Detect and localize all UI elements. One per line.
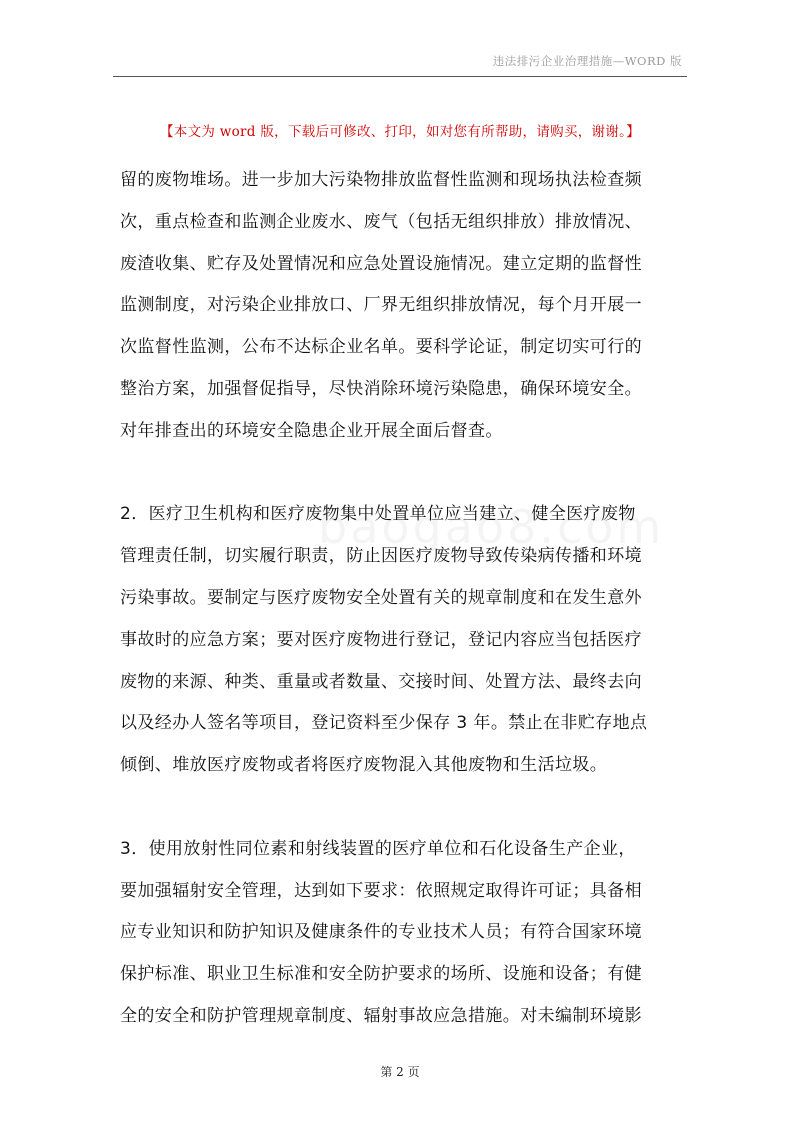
text-line: 整治方案，加强督促指导，尽快消除环境污染隐患，确保环境安全。: [120, 378, 642, 399]
text-line: 废物的来源、种类、重量或者数量、交接时间、处置方法、最终去向: [120, 671, 642, 692]
text-line: 要加强辐射安全管理，达到如下要求：依照规定取得许可证；具备相: [120, 880, 642, 901]
text-line: 保护标准、职业卫生标准和安全防护要求的场所、设施和设备；有健: [120, 964, 642, 985]
text-line: 污染事故。要制定与医疗废物安全处置有关的规章制度和在发生意外: [120, 587, 642, 608]
paragraph-spacer: [120, 787, 690, 829]
paragraph-spacer: [120, 453, 690, 495]
text-line: 次监督性监测，公布不达标企业名单。要科学论证，制定切实可行的: [120, 337, 642, 358]
text-line: 全的安全和防护管理规章制度、辐射事故应急措施。对未编制环境影: [120, 1005, 642, 1026]
text-line: 倾倒、堆放医疗废物或者将医疗废物混入其他废物和生活垃圾。: [120, 755, 608, 776]
text-line: 3．使用放射性同位素和射线装置的医疗单位和石化设备生产企业，: [120, 838, 636, 859]
document-body: [120, 160, 690, 1038]
paragraph-1: [120, 160, 690, 453]
paragraph-2: [120, 494, 690, 787]
header-divider: [113, 76, 687, 77]
paragraph-3: [120, 829, 690, 1038]
text-line: 次，重点检查和监测企业废水、废气（包括无组织排放）排放情况、: [120, 211, 642, 232]
text-line: 以及经办人签名等项目，登记资料至少保存 3 年。禁止在非贮存地点: [120, 713, 648, 734]
download-notice: 【本文为 word 版，下载后可修改、打印，如对您有所帮助，请购买，谢谢。】: [159, 124, 640, 140]
text-line: 对年排查出的环境安全隐患企业开展全面后督查。: [120, 420, 503, 441]
document-header-title: 违法排污企业治理措施—WORD 版: [492, 54, 682, 68]
text-line: 留的废物堆场。进一步加大污染物排放监督性监测和现场执法检查频: [120, 170, 642, 190]
text-line: 2．医疗卫生机构和医疗废物集中处置单位应当建立、健全医疗废物: [120, 504, 636, 525]
text-line: 监测制度，对污染企业排放口、厂界无组织排放情况，每个月开展一: [120, 295, 642, 316]
text-line: 废渣收集、贮存及处置情况和应急处置设施情况。建立定期的监督性: [120, 253, 642, 274]
text-line: 应专业知识和防护知识及健康条件的专业技术人员；有符合国家环境: [120, 922, 642, 943]
text-line: 事故时的应急方案；要对医疗废物进行登记，登记内容应当包括医疗: [120, 629, 642, 650]
text-line: 管理责任制，切实履行职责，防止因医疗废物导致传染病传播和环境: [120, 546, 642, 567]
page-number: 第 2 页: [380, 1065, 420, 1079]
